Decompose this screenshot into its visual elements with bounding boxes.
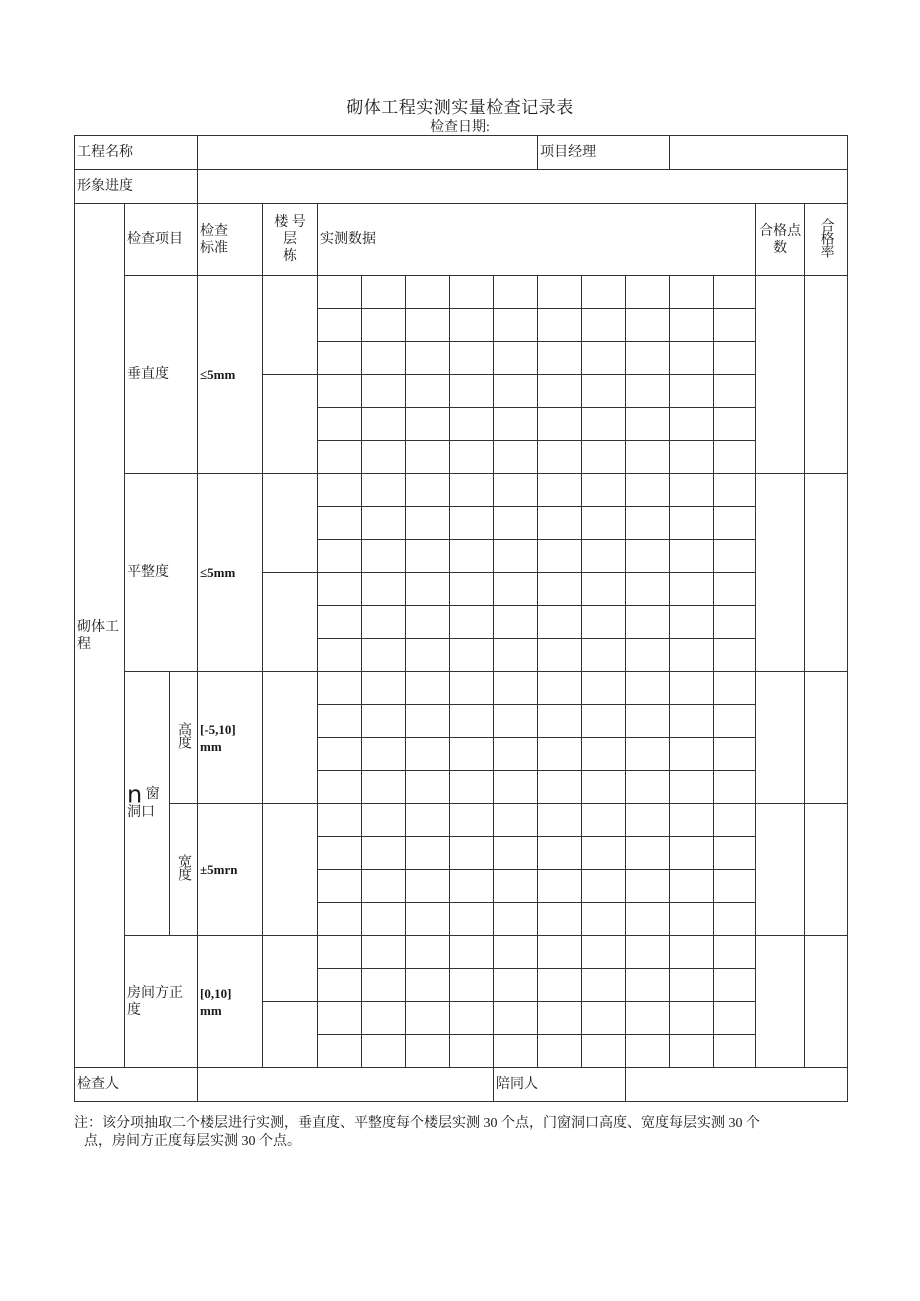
data-cell[interactable]	[450, 441, 494, 474]
data-cell[interactable]	[582, 606, 626, 639]
data-cell[interactable]	[670, 1035, 714, 1068]
data-cell[interactable]	[406, 276, 450, 309]
form-title: 砌体工程实测实量检查记录表	[346, 98, 574, 117]
data-cell[interactable]	[406, 672, 450, 705]
data-cell[interactable]	[494, 309, 538, 342]
data-cell[interactable]	[670, 705, 714, 738]
data-cell[interactable]	[538, 474, 582, 507]
data-cell[interactable]	[450, 705, 494, 738]
data-cell[interactable]	[450, 672, 494, 705]
col-header-data: 实测数据	[318, 204, 756, 276]
data-cell[interactable]	[362, 705, 406, 738]
data-cell[interactable]	[670, 1002, 714, 1035]
data-cell[interactable]	[494, 573, 538, 606]
floor-cell[interactable]	[263, 573, 318, 672]
data-cell[interactable]	[670, 639, 714, 672]
data-cell[interactable]	[714, 507, 756, 540]
data-cell[interactable]	[582, 573, 626, 606]
data-cell[interactable]	[714, 540, 756, 573]
data-cell[interactable]	[362, 342, 406, 375]
data-cell[interactable]	[494, 969, 538, 1002]
item-door-window: n 窗 洞口	[125, 672, 170, 936]
data-cell[interactable]	[406, 441, 450, 474]
data-cell[interactable]	[714, 441, 756, 474]
data-cell[interactable]	[318, 837, 362, 870]
data-cell[interactable]	[670, 837, 714, 870]
inspection-date-label: 检查日期:	[430, 120, 490, 135]
data-cell[interactable]	[626, 573, 670, 606]
data-cell[interactable]	[406, 771, 450, 804]
rate-door-window[interactable]	[805, 672, 848, 804]
rate-flatness[interactable]	[805, 474, 848, 672]
data-cell[interactable]	[362, 1035, 406, 1068]
data-cell[interactable]	[714, 804, 756, 837]
data-cell[interactable]	[714, 705, 756, 738]
sub-item-width: 宽度	[170, 804, 198, 936]
data-cell[interactable]	[318, 606, 362, 639]
data-cell[interactable]	[494, 276, 538, 309]
floor-cell[interactable]	[263, 804, 318, 936]
data-cell[interactable]	[362, 474, 406, 507]
standard-height: [-5,10] mm	[198, 672, 263, 804]
col-header-standard: 检查 标准	[198, 204, 263, 276]
data-cell[interactable]	[318, 1002, 362, 1035]
data-cell[interactable]	[406, 1002, 450, 1035]
data-cell[interactable]	[582, 441, 626, 474]
data-cell[interactable]	[450, 1035, 494, 1068]
data-cell[interactable]	[362, 540, 406, 573]
data-cell[interactable]	[538, 1002, 582, 1035]
data-cell[interactable]	[450, 804, 494, 837]
data-cell[interactable]	[538, 639, 582, 672]
data-cell[interactable]	[538, 771, 582, 804]
data-cell[interactable]	[538, 540, 582, 573]
data-cell[interactable]	[406, 969, 450, 1002]
data-cell[interactable]	[714, 639, 756, 672]
data-cell[interactable]	[450, 276, 494, 309]
data-cell[interactable]	[714, 309, 756, 342]
rate-door-window[interactable]	[805, 804, 848, 936]
data-cell[interactable]	[494, 936, 538, 969]
data-cell[interactable]	[406, 342, 450, 375]
data-cell[interactable]	[626, 408, 670, 441]
data-cell[interactable]	[450, 408, 494, 441]
rate-squareness[interactable]	[805, 936, 848, 1068]
data-cell[interactable]	[494, 507, 538, 540]
data-cell[interactable]	[538, 969, 582, 1002]
data-cell[interactable]	[450, 870, 494, 903]
data-cell[interactable]	[318, 969, 362, 1002]
data-cell[interactable]	[538, 738, 582, 771]
data-cell[interactable]	[318, 870, 362, 903]
data-cell[interactable]	[626, 969, 670, 1002]
data-cell[interactable]	[714, 837, 756, 870]
data-cell[interactable]	[538, 408, 582, 441]
data-cell[interactable]	[362, 309, 406, 342]
data-cell[interactable]	[494, 903, 538, 936]
data-cell[interactable]	[582, 771, 626, 804]
data-cell[interactable]	[714, 903, 756, 936]
data-cell[interactable]	[538, 837, 582, 870]
data-cell[interactable]	[362, 804, 406, 837]
data-cell[interactable]	[670, 408, 714, 441]
data-cell[interactable]	[626, 507, 670, 540]
data-cell[interactable]	[582, 804, 626, 837]
project-name-field[interactable]	[198, 136, 538, 170]
data-cell[interactable]	[362, 738, 406, 771]
data-cell[interactable]	[362, 969, 406, 1002]
data-cell[interactable]	[450, 1002, 494, 1035]
data-cell[interactable]	[450, 738, 494, 771]
data-cell[interactable]	[714, 672, 756, 705]
data-cell[interactable]	[538, 936, 582, 969]
data-cell[interactable]	[582, 408, 626, 441]
data-cell[interactable]	[582, 837, 626, 870]
data-cell[interactable]	[626, 837, 670, 870]
data-cell[interactable]	[406, 1035, 450, 1068]
data-cell[interactable]	[626, 672, 670, 705]
data-cell[interactable]	[494, 1002, 538, 1035]
data-cell[interactable]	[626, 606, 670, 639]
footnote: 注：该分项抽取二个楼层进行实测，垂直度、平整度每个楼层实测 30 个点，门窗洞口高度、宽度每层实测 30 个 点，房间方正度每层实测 30 个点。	[74, 1116, 760, 1149]
data-cell[interactable]	[362, 375, 406, 408]
floor-cell[interactable]	[263, 1002, 318, 1068]
floor-cell[interactable]	[263, 936, 318, 1002]
data-cell[interactable]	[714, 408, 756, 441]
data-cell[interactable]	[538, 375, 582, 408]
standard-verticality: ≤5mm	[198, 276, 263, 474]
inspection-table	[74, 135, 848, 1102]
data-cell[interactable]	[538, 870, 582, 903]
project-manager-label: 项目经理	[538, 136, 670, 170]
standard-width: ±5mrn	[198, 804, 263, 936]
data-cell[interactable]	[362, 903, 406, 936]
data-cell[interactable]	[714, 771, 756, 804]
floor-cell[interactable]	[263, 474, 318, 573]
data-cell[interactable]	[406, 870, 450, 903]
data-cell[interactable]	[362, 1002, 406, 1035]
data-cell[interactable]	[450, 903, 494, 936]
data-cell[interactable]	[362, 408, 406, 441]
companion-field[interactable]	[626, 1068, 848, 1102]
item-squareness: 房间方正 度	[125, 936, 198, 1068]
data-cell[interactable]	[494, 771, 538, 804]
data-cell[interactable]	[362, 573, 406, 606]
data-cell[interactable]	[670, 540, 714, 573]
points-door-window[interactable]	[756, 804, 805, 936]
data-cell[interactable]	[626, 870, 670, 903]
data-cell[interactable]	[670, 969, 714, 1002]
table-row	[75, 276, 848, 309]
data-cell[interactable]	[626, 375, 670, 408]
data-cell[interactable]	[626, 309, 670, 342]
data-cell[interactable]	[626, 276, 670, 309]
points-verticality[interactable]	[756, 276, 805, 474]
sub-item-height: 高度	[170, 672, 198, 804]
data-cell[interactable]	[406, 408, 450, 441]
data-cell[interactable]	[714, 342, 756, 375]
data-cell[interactable]	[626, 1035, 670, 1068]
data-cell[interactable]	[318, 1035, 362, 1068]
data-cell[interactable]	[626, 342, 670, 375]
data-cell[interactable]	[582, 705, 626, 738]
data-cell[interactable]	[582, 672, 626, 705]
data-cell[interactable]	[318, 276, 362, 309]
data-cell[interactable]	[626, 474, 670, 507]
data-cell[interactable]	[582, 639, 626, 672]
data-cell[interactable]	[406, 375, 450, 408]
data-cell[interactable]	[582, 738, 626, 771]
data-cell[interactable]	[362, 441, 406, 474]
data-cell[interactable]	[714, 474, 756, 507]
table-row	[75, 672, 848, 705]
data-cell[interactable]	[670, 342, 714, 375]
data-cell[interactable]	[670, 276, 714, 309]
data-cell[interactable]	[714, 276, 756, 309]
data-cell[interactable]	[670, 573, 714, 606]
data-cell[interactable]	[318, 639, 362, 672]
data-cell[interactable]	[626, 771, 670, 804]
data-cell[interactable]	[450, 936, 494, 969]
table-row	[75, 804, 848, 837]
data-cell[interactable]	[626, 705, 670, 738]
data-cell[interactable]	[670, 507, 714, 540]
data-cell[interactable]	[626, 1002, 670, 1035]
data-cell[interactable]	[450, 375, 494, 408]
data-cell[interactable]	[318, 738, 362, 771]
data-cell[interactable]	[626, 540, 670, 573]
data-cell[interactable]	[494, 870, 538, 903]
table-row	[75, 474, 848, 507]
data-cell[interactable]	[406, 837, 450, 870]
data-cell[interactable]	[318, 342, 362, 375]
data-cell[interactable]	[494, 804, 538, 837]
data-cell[interactable]	[582, 507, 626, 540]
section-label: 砌体工 程	[75, 204, 125, 1068]
floor-cell[interactable]	[263, 672, 318, 804]
data-cell[interactable]	[582, 903, 626, 936]
data-cell[interactable]	[318, 507, 362, 540]
data-cell[interactable]	[626, 738, 670, 771]
data-cell[interactable]	[714, 573, 756, 606]
data-cell[interactable]	[714, 969, 756, 1002]
data-cell[interactable]	[670, 441, 714, 474]
data-cell[interactable]	[318, 540, 362, 573]
data-cell[interactable]	[582, 1002, 626, 1035]
project-name-label: 工程名称	[75, 136, 198, 170]
data-cell[interactable]	[406, 507, 450, 540]
data-cell[interactable]	[582, 870, 626, 903]
points-squareness[interactable]	[756, 936, 805, 1068]
data-cell[interactable]	[450, 309, 494, 342]
data-cell[interactable]	[406, 903, 450, 936]
data-cell[interactable]	[670, 903, 714, 936]
data-cell[interactable]	[582, 969, 626, 1002]
data-cell[interactable]	[362, 936, 406, 969]
data-cell[interactable]	[494, 540, 538, 573]
data-cell[interactable]	[582, 540, 626, 573]
data-cell[interactable]	[714, 1035, 756, 1068]
data-cell[interactable]	[538, 705, 582, 738]
data-cell[interactable]	[362, 606, 406, 639]
data-cell[interactable]	[406, 936, 450, 969]
data-cell[interactable]	[318, 771, 362, 804]
data-cell[interactable]	[582, 276, 626, 309]
data-cell[interactable]	[362, 870, 406, 903]
floor-cell[interactable]	[263, 276, 318, 375]
inspector-field[interactable]	[198, 1068, 494, 1102]
data-cell[interactable]	[318, 408, 362, 441]
data-cell[interactable]	[670, 672, 714, 705]
data-cell[interactable]	[714, 936, 756, 969]
data-cell[interactable]	[318, 804, 362, 837]
data-cell[interactable]	[670, 375, 714, 408]
floor-cell[interactable]	[263, 375, 318, 474]
data-cell[interactable]	[406, 573, 450, 606]
data-cell[interactable]	[318, 309, 362, 342]
data-cell[interactable]	[494, 1035, 538, 1068]
data-cell[interactable]	[538, 342, 582, 375]
data-cell[interactable]	[494, 375, 538, 408]
data-cell[interactable]	[582, 375, 626, 408]
data-cell[interactable]	[450, 771, 494, 804]
col-header-rate: 合格率	[805, 204, 848, 276]
data-cell[interactable]	[582, 936, 626, 969]
col-header-points: 合格点 数	[756, 204, 805, 276]
data-cell[interactable]	[362, 639, 406, 672]
data-cell[interactable]	[494, 408, 538, 441]
data-cell[interactable]	[670, 474, 714, 507]
data-cell[interactable]	[538, 573, 582, 606]
data-cell[interactable]	[362, 837, 406, 870]
data-cell[interactable]	[670, 606, 714, 639]
data-cell[interactable]	[318, 375, 362, 408]
data-cell[interactable]	[494, 441, 538, 474]
data-cell[interactable]	[406, 738, 450, 771]
data-cell[interactable]	[582, 342, 626, 375]
data-cell[interactable]	[714, 606, 756, 639]
data-cell[interactable]	[670, 738, 714, 771]
data-cell[interactable]	[406, 639, 450, 672]
data-cell[interactable]	[450, 540, 494, 573]
data-cell[interactable]	[494, 342, 538, 375]
data-cell[interactable]	[406, 804, 450, 837]
data-cell[interactable]	[450, 342, 494, 375]
data-cell[interactable]	[362, 672, 406, 705]
data-cell[interactable]	[450, 606, 494, 639]
data-cell[interactable]	[626, 936, 670, 969]
progress-field[interactable]	[198, 170, 848, 204]
inspector-label: 检查人	[75, 1068, 198, 1102]
data-cell[interactable]	[318, 573, 362, 606]
data-cell[interactable]	[626, 804, 670, 837]
data-cell[interactable]	[714, 870, 756, 903]
data-cell[interactable]	[318, 903, 362, 936]
rate-verticality[interactable]	[805, 276, 848, 474]
data-cell[interactable]	[406, 606, 450, 639]
item-flatness: 平整度	[125, 474, 198, 672]
standard-squareness: [0,10] mm	[198, 936, 263, 1068]
data-cell[interactable]	[450, 507, 494, 540]
data-cell[interactable]	[582, 309, 626, 342]
data-cell[interactable]	[318, 474, 362, 507]
data-cell[interactable]	[538, 1035, 582, 1068]
data-cell[interactable]	[714, 375, 756, 408]
data-cell[interactable]	[670, 936, 714, 969]
data-cell[interactable]	[494, 705, 538, 738]
points-door-window[interactable]	[756, 672, 805, 804]
data-cell[interactable]	[318, 705, 362, 738]
item-verticality: 垂直度	[125, 276, 198, 474]
data-cell[interactable]	[670, 771, 714, 804]
data-cell[interactable]	[406, 705, 450, 738]
data-cell[interactable]	[362, 276, 406, 309]
data-cell[interactable]	[318, 441, 362, 474]
data-cell[interactable]	[538, 672, 582, 705]
col-header-item: 检查项目	[125, 204, 198, 276]
data-cell[interactable]	[406, 540, 450, 573]
data-cell[interactable]	[538, 507, 582, 540]
data-cell[interactable]	[450, 837, 494, 870]
data-cell[interactable]	[450, 474, 494, 507]
companion-label: 陪同人	[494, 1068, 626, 1102]
data-cell[interactable]	[626, 903, 670, 936]
data-cell[interactable]	[670, 309, 714, 342]
data-cell[interactable]	[714, 1002, 756, 1035]
data-cell[interactable]	[714, 738, 756, 771]
data-cell[interactable]	[670, 870, 714, 903]
data-cell[interactable]	[538, 441, 582, 474]
data-cell[interactable]	[494, 837, 538, 870]
data-cell[interactable]	[582, 474, 626, 507]
data-cell[interactable]	[406, 309, 450, 342]
data-cell[interactable]	[318, 936, 362, 969]
data-cell[interactable]	[538, 606, 582, 639]
data-cell[interactable]	[626, 441, 670, 474]
progress-label: 形象进度	[75, 170, 198, 204]
data-cell[interactable]	[318, 672, 362, 705]
data-cell[interactable]	[538, 804, 582, 837]
points-flatness[interactable]	[756, 474, 805, 672]
data-cell[interactable]	[494, 672, 538, 705]
data-cell[interactable]	[538, 276, 582, 309]
data-cell[interactable]	[538, 903, 582, 936]
col-header-floor: 楼 号 层 栋	[263, 204, 318, 276]
data-cell[interactable]	[494, 738, 538, 771]
data-cell[interactable]	[362, 507, 406, 540]
data-cell[interactable]	[582, 1035, 626, 1068]
data-cell[interactable]	[670, 804, 714, 837]
data-cell[interactable]	[494, 606, 538, 639]
table-row	[75, 936, 848, 969]
standard-flatness: ≤5mm	[198, 474, 263, 672]
project-manager-field[interactable]	[670, 136, 848, 170]
data-cell[interactable]	[450, 639, 494, 672]
data-cell[interactable]	[626, 639, 670, 672]
data-cell[interactable]	[494, 474, 538, 507]
data-cell[interactable]	[406, 474, 450, 507]
data-cell[interactable]	[494, 639, 538, 672]
data-cell[interactable]	[538, 309, 582, 342]
data-cell[interactable]	[450, 573, 494, 606]
data-cell[interactable]	[450, 969, 494, 1002]
data-cell[interactable]	[362, 771, 406, 804]
